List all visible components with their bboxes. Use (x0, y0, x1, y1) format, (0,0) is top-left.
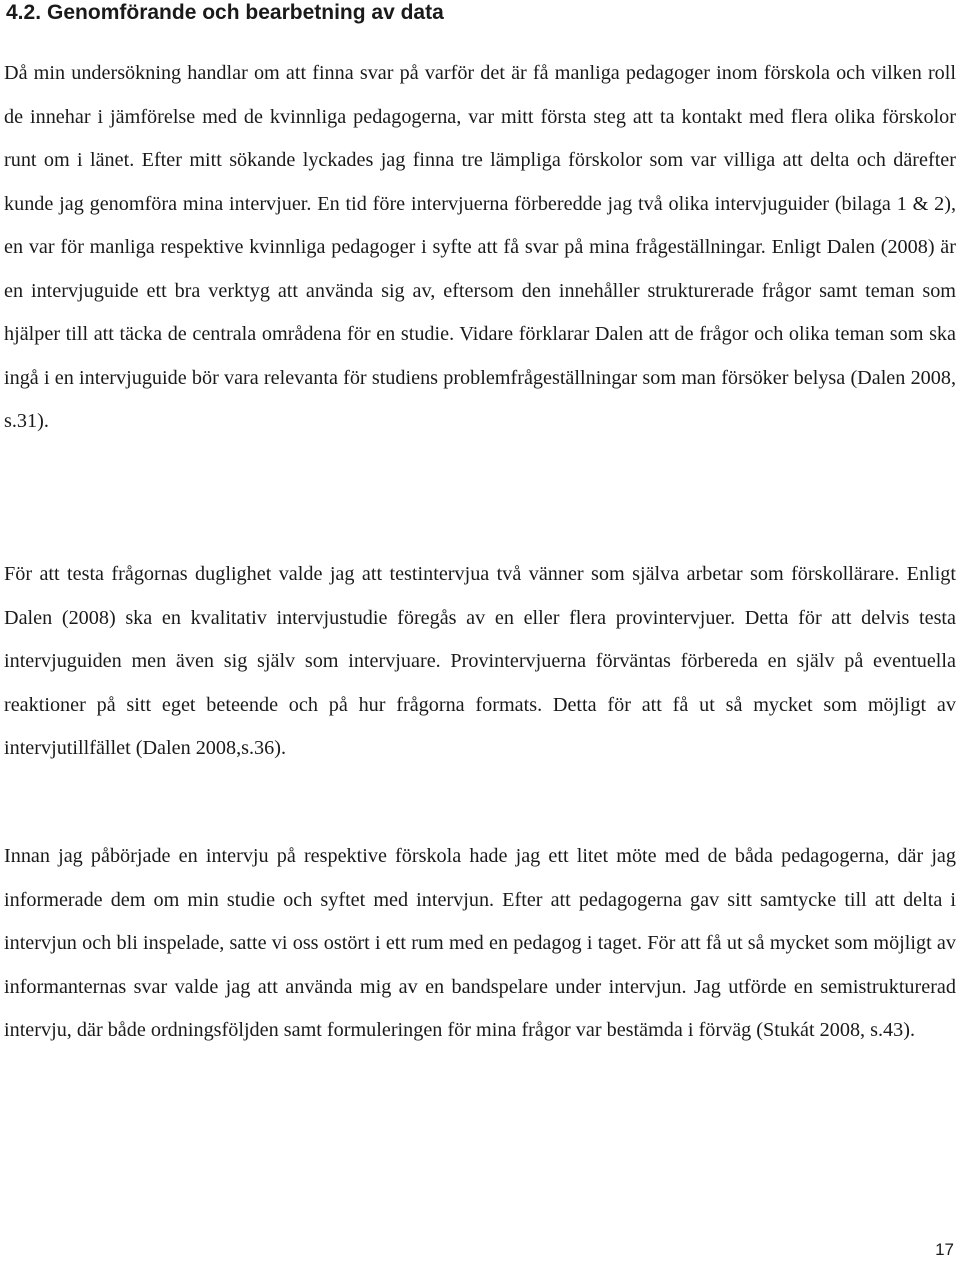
body-paragraph: Då min undersökning handlar om att finna svar på varför det är få manliga pedagoger inom förskola och vilken roll de innehar i jämförelse med de kvinnliga pedagogerna, var mitt första steg att ta kontakt med flera olika förskolor runt om i länet. Efter mitt sökande lyckades jag finna tre lämpliga förskolor som var villiga att delta och därefter kunde jag genomföra mina intervjuer. En tid före intervjuerna förberedde jag två olika intervjuguider (bilaga 1 & 2), en var för manliga respektive kvinnliga pedagoger i syfte att få svar på mina frågeställningar. Enligt Dalen (2008) är en intervjuguide ett bra verktyg att använda sig av, eftersom den innehåller strukturerade frågor samt teman som hjälper till att täcka de centrala områdena för en studie. Vidare förklarar Dalen att de frågor och olika teman som ska ingå i en intervjuguide bör vara relevanta för studiens problemfrågeställningar som man försöker belysa (Dalen 2008, s.31). (4, 62, 956, 432)
body-paragraph: Innan jag påbörjade en intervju på respektive förskola hade jag ett litet möte med de båda pedagogerna, där jag informerade dem om min studie och syftet med intervjun. Efter att pedagogerna gav sitt samtycke till att delta i intervjun och bli inspelade, satte vi oss ostört i ett rum med en pedagog i taget. För att få ut så mycket som möjligt av informanternas svar valde jag att använda mig av en bandspelare under intervjun. Jag utförde en semistrukturerad intervju, där både ordningsföljden samt formuleringen för mina frågor var bestämda i förväg (Stukát 2008, s.43). (4, 845, 956, 1041)
section-title: Genomförande och bearbetning av data (47, 1, 444, 24)
section-heading (6, 0, 444, 26)
body-paragraph: För att testa frågornas duglighet valde jag att testintervjua två vänner som själva arbetar som förskollärare. Enligt Dalen (2008) ska en kvalitativ intervjustudie föregås av en eller flera provintervjuer. Detta för att delvis testa intervjuguiden men även sig själv som intervjuare. Provintervjuerna förväntas förbereda en själv på eventuella reaktioner på sitt eget beteende och på hur frågorna formats. Detta för att få ut så mycket som möjligt av intervjutillfället (Dalen 2008,s.36). (4, 563, 956, 759)
section-number: 4.2. (6, 1, 42, 24)
page-number: 17 (935, 1240, 954, 1259)
